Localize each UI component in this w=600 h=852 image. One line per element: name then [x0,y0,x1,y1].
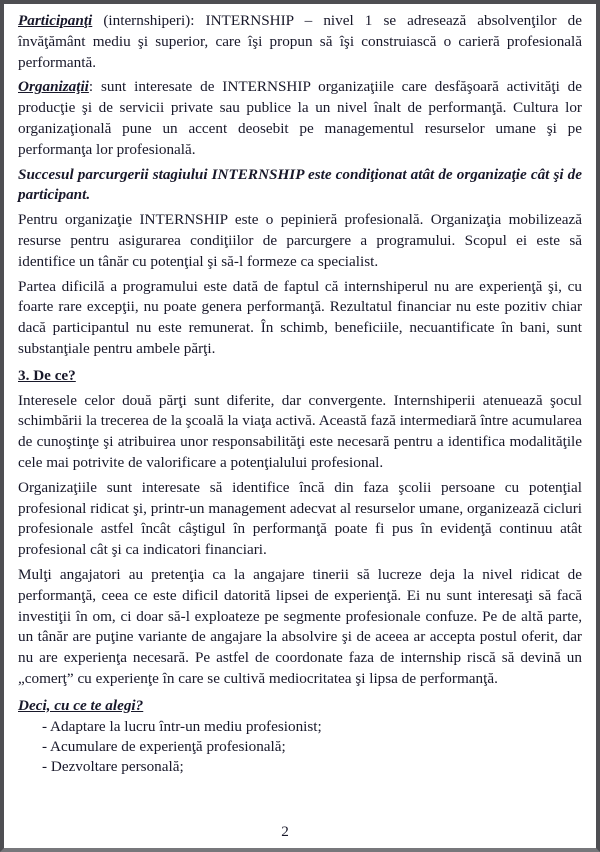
section-heading-why: 3. De ce? [18,366,76,384]
paragraph-success-emphasis: Succesul parcurgerii stagiului INTERNSHIP este condiţionat atât de organizaţie cât şi de participant. [18,165,582,204]
page-footer [18,822,582,843]
term-organizations: Organizaţii [18,78,89,96]
paragraph-for-organization: Pentru organizaţie INTERNSHIP este o pepinieră profesională. Organizaţia mobilizează resurse pentru asigurarea condiţiilor de parcurgere a programului. Scopul ei este să identifice un tânăr cu potenţial şi să-l formeze ca specialist. [18,211,582,270]
paragraph-participants-text: (internshiperi): INTERNSHIP – nivel 1 se adresează absolvenţilor de învăţământ mediu şi superior, care îşi propun să îşi construiască o carieră profesională performantă. [18,12,582,71]
list-item-adaptation: - Adaptare la lucru într-un mediu profesionist; [42,717,322,735]
list-item-personal-development: - Dezvoltare personală; [42,758,184,776]
page-number: 2 [281,823,289,841]
paragraph-organizations-interest: Organizaţiile sunt interesate să identifice încă din faza şcolii persoane cu potenţial profesional ridicat şi, printr-un management adecvat al resurselor umane, organizează cicluri profesionale astfel încât câştigul în performanţă poate fi pus în evidenţă continuu atât profesional cât şi ca indicatori financiari. [18,478,582,559]
paragraph-interests: Interesele celor două părţi sunt diferite, dar convergente. Internshiperii atenuează şocul schimbării la trecerea de la şcoală la viaţa activă. Această fază intermediară între acumularea de cunoştinţe şi atribuirea unor responsabilităţi este necesară pentru a identifica modalităţile cele mai potrivite de valorificare a potenţialului profesional. [18,391,582,471]
paragraph-difficult-part: Partea dificilă a programului este dată de faptul că internshiperul nu are experienţă şi, cu foarte rare excepţii, nu poate genera performanţă. Rezultatul financiar nu este pozitiv chiar dacă participantul nu este remunerat. În schimb, beneficiile, necuantificate în bani, sunt substanţiale pentru ambele părţi. [18,277,582,357]
term-participants: Participanţi [18,12,93,29]
paragraph-organizations-text: : sunt interesate de INTERNSHIP organizaţiile care desfăşoară activităţi de producţie şi de servicii private sau publice la un nivel înalt de performanţă. Cultura lor organizaţională pune un accent deosebit pe managementul resurselor umane şi pe performanţa lor profesională. [18,78,582,158]
list-item-experience: - Acumulare de experienţă profesională; [42,737,286,755]
paragraph-employers: Mulţi angajatori au pretenţia ca la angajare tinerii să lucreze deja la nivel ridicat de performanţă, ceea ce este dificil datorită lipsei de experienţă. Ei nu sunt interesaţi să facă investiţii în om, ci doar să-l exploateze pe segmente profesionale confuze. Pe de altă parte, un tânăr are puţine variante de angajare la absolvire şi de aceea ar accepta postul oferit, dar nu are experienţa necesară. Pe astfel de coordonate faza de internship riscă să devină un „comerţ” cu experienţe în care se cultivă mediocritatea şi lipsa de performanţă. [18,565,582,687]
paragraph-organizations [18,77,582,160]
subheading-benefits: Deci, cu ce te alegi? [18,696,144,714]
paragraph-participants [18,11,582,73]
benefits-list [18,717,582,778]
